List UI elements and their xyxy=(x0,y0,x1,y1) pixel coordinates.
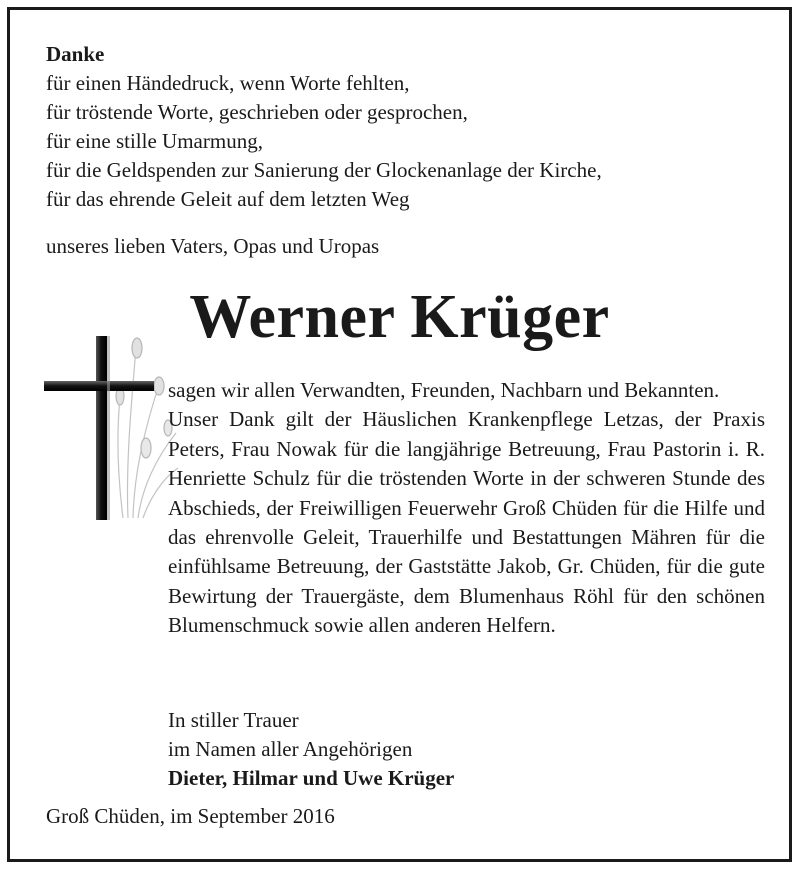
thanks-line: für eine stille Umarmung, xyxy=(46,129,263,153)
deceased-name: Werner Krüger xyxy=(189,283,610,351)
thanks-body xyxy=(168,376,765,641)
relation-line: unseres lieben Vaters, Opas und Uropas xyxy=(46,234,380,258)
cross-icon xyxy=(38,328,188,528)
thanks-line: für die Geldspenden zur Sanierung der Glockenanlage der Kirche, xyxy=(46,158,602,182)
closing-block xyxy=(168,706,454,793)
closing-line: In stiller Trauer xyxy=(168,708,299,732)
thanks-line: für das ehrende Geleit auf dem letzten Weg xyxy=(46,187,410,211)
body-paragraph: sagen wir allen Verwandten, Freunden, Nachbarn und Bekannten. xyxy=(168,378,720,402)
thanks-line: für tröstende Worte, geschrieben oder gesprochen, xyxy=(46,100,468,124)
thanks-intro xyxy=(46,40,602,214)
signers: Dieter, Hilmar und Uwe Krüger xyxy=(168,766,455,790)
thanks-line: für einen Händedruck, wenn Worte fehlten, xyxy=(46,71,410,95)
thanks-heading: Danke xyxy=(46,42,105,66)
body-paragraph: Unser Dank gilt der Häuslichen Krankenpflege Letzas, der Praxis Peters, Frau Nowak für die langjährige Betreuung, Frau Pastorin i. R. Henriette Schulz für die tröstenden Worte in der schweren Stunde des Abschieds, der Freiwilligen Feuerwehr Groß Chüden für die Hilfe und das ehrenvolle Geleit, Trauerhilfe und Bestattungen Mähren für die einfühlsame Betreuung, der Gaststätte Jakob, Gr. Chüden, für die gute Bewirtung der Trauergäste, dem Blumenhaus Röhl für den schönen Blumenschmuck sowie allen anderen Helfern. xyxy=(168,407,765,638)
closing-line: im Namen aller Angehörigen xyxy=(168,737,413,761)
place-date: Groß Chüden, im September 2016 xyxy=(46,804,335,828)
obituary-notice xyxy=(7,7,792,862)
